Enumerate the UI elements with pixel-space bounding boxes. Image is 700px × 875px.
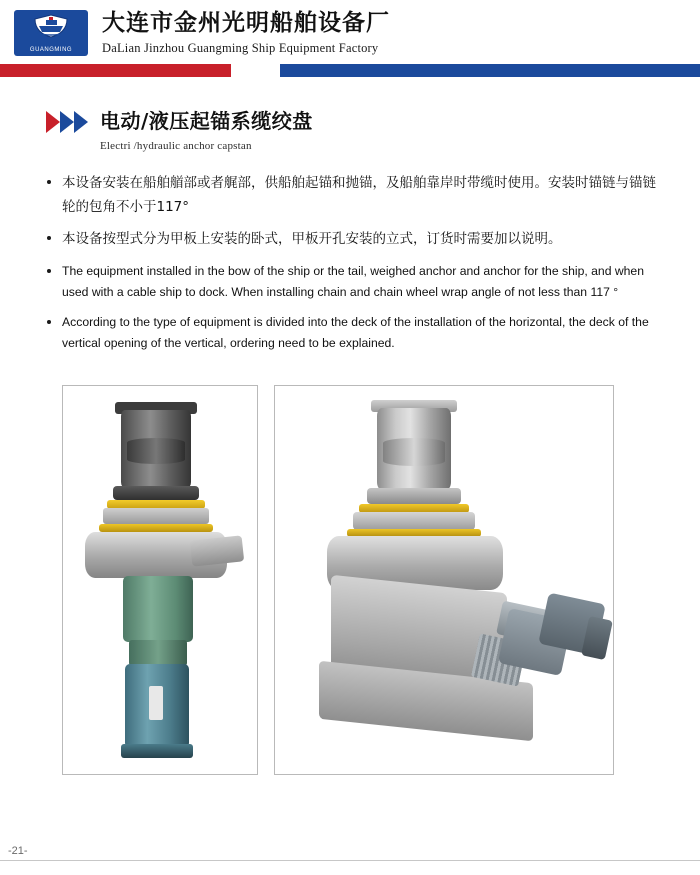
- company-title-block: [102, 10, 390, 55]
- page-footer: [0, 845, 700, 861]
- section-heading: [0, 77, 700, 152]
- product-photo-row: [0, 363, 700, 775]
- section-title-block: [100, 105, 313, 152]
- chain-wheel-body: [353, 512, 475, 530]
- color-bar-blue: [280, 64, 700, 77]
- motor-nameplate: [149, 686, 163, 720]
- page-number: -21-: [8, 845, 28, 857]
- company-logo: [14, 10, 88, 56]
- section-title-en: Electri /hydraulic anchor capstan: [100, 140, 252, 152]
- capstan-drum-base: [367, 488, 461, 504]
- capstan-drum-waist: [383, 438, 445, 466]
- ship-shield-icon: [32, 14, 70, 38]
- vertical-capstan-electric-photo: [62, 385, 258, 775]
- list-item: The equipment installed in the bow of the ship or the tail, weighed anchor and anchor for the ship, and when used with a cable ship to dock. When installing chain and chain wheel wrap angle of not less than 117 °: [46, 261, 656, 303]
- footer-divider: [0, 860, 700, 861]
- brand-color-bar: [0, 64, 700, 77]
- section-title-cn: 电动/液压起锚系缆绞盘: [100, 109, 313, 133]
- list-item: According to the type of equipment is divided into the deck of the installation of the horizontal, the deck of the vertical opening of the vertical, ordering need to be explained.: [46, 312, 656, 354]
- double-chevron-right-icon: [44, 109, 90, 135]
- company-name-en: DaLian Jinzhou Guangming Ship Equipment Factory: [102, 40, 379, 55]
- chain-wheel-body: [103, 508, 209, 524]
- content-body: [0, 152, 700, 354]
- color-bar-gap: [231, 64, 280, 77]
- page-header: [0, 0, 700, 62]
- gear-casing-green: [123, 576, 193, 642]
- company-name-cn: 大连市金州光明船舶设备厂: [102, 10, 390, 37]
- color-bar-red: [0, 64, 231, 77]
- logo-wordmark: GUANGMING: [29, 47, 73, 53]
- brake-arm: [190, 535, 244, 566]
- chinese-bullet-list: [46, 172, 656, 252]
- vertical-capstan-hydraulic-photo: [274, 385, 614, 775]
- capstan-drum-base: [113, 486, 199, 500]
- english-bullet-list: [46, 261, 656, 354]
- list-item: 本设备安装在船舶艏部或者艉部，供船舶起锚和抛锚，及船舶靠岸时带缆时使用。安装时锚链与锚链轮的包角不小于117°: [46, 172, 656, 219]
- capstan-drum-waist: [127, 438, 185, 464]
- list-item: 本设备按型式分为甲板上安装的卧式，甲板开孔安装的立式，订货时需要加以说明。: [46, 228, 656, 252]
- chain-wheel-lower: [99, 524, 213, 532]
- gear-casing-flange: [129, 640, 187, 666]
- motor-end-cap: [121, 744, 193, 758]
